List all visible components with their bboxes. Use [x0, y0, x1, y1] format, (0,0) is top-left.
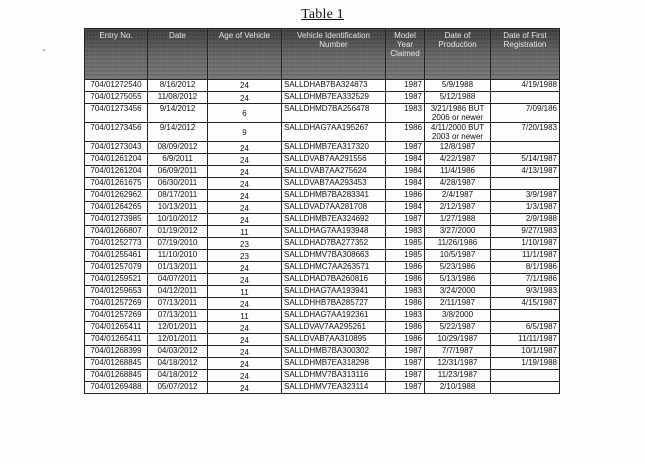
- cell-model-year: 1986: [386, 123, 425, 142]
- cell-model-year: 1987: [386, 358, 425, 370]
- cell-age: 24: [208, 166, 282, 178]
- cell-model-year: 1987: [386, 142, 425, 154]
- cell-entry-no: 704/01259521: [85, 274, 148, 286]
- cell-date: 01/19/2012: [148, 226, 208, 238]
- cell-model-year: 1984: [386, 178, 425, 190]
- cell-date-of-production: 2/11/1987: [425, 298, 491, 310]
- cell-date-first-registration: 6/5/1987: [491, 322, 560, 334]
- scan-speck: [43, 49, 45, 51]
- cell-vin: SALLDVAV7AA295261: [282, 322, 386, 334]
- cell-vin: SALLDHMB7EA332529: [282, 92, 386, 104]
- table-body: [85, 80, 560, 394]
- cell-date-first-registration: 4/13/1987: [491, 166, 560, 178]
- cell-entry-no: 704/01273456: [85, 104, 148, 123]
- cell-model-year: 1984: [386, 154, 425, 166]
- cell-date: 04/03/2012: [148, 346, 208, 358]
- cell-date-of-production: 3/8/2000: [425, 310, 491, 322]
- cell-date-first-registration: 7/1/1986: [491, 274, 560, 286]
- header-vin: Vehicle Identification Number: [282, 29, 386, 80]
- cell-date-of-production: 4/28/1987: [425, 178, 491, 190]
- cell-entry-no: 704/01257269: [85, 298, 148, 310]
- cell-age: 11: [208, 226, 282, 238]
- cell-date: 9/14/2012: [148, 123, 208, 142]
- cell-date-of-production: 10/29/1987: [425, 334, 491, 346]
- cell-age: 24: [208, 346, 282, 358]
- cell-entry-no: 704/01262962: [85, 190, 148, 202]
- cell-date-of-production: 7/7/1987: [425, 346, 491, 358]
- cell-vin: SALLDHMD7BA256478: [282, 104, 386, 123]
- table-row: [85, 322, 560, 334]
- cell-date-first-registration: [491, 92, 560, 104]
- cell-age: 24: [208, 334, 282, 346]
- table-row: [85, 166, 560, 178]
- table-row: [85, 202, 560, 214]
- cell-date-of-production: 4/11/2000 BUT 2003 or newer: [425, 123, 491, 142]
- header-age-of-vehicle: Age of Vehicle: [208, 29, 282, 80]
- cell-age: 6: [208, 104, 282, 123]
- table-row: [85, 250, 560, 262]
- table-row: [85, 214, 560, 226]
- cell-age: 9: [208, 123, 282, 142]
- header-date: Date: [148, 29, 208, 80]
- table-row: [85, 370, 560, 382]
- cell-date-of-production: 5/22/1987: [425, 322, 491, 334]
- header-date-first-registration: Date of First Registration: [491, 29, 560, 80]
- cell-entry-no: 704/01257269: [85, 310, 148, 322]
- cell-age: 24: [208, 80, 282, 92]
- cell-date-first-registration: [491, 178, 560, 190]
- table-row: [85, 104, 560, 123]
- cell-entry-no: 704/01273985: [85, 214, 148, 226]
- cell-model-year: 1986: [386, 298, 425, 310]
- cell-date-first-registration: 3/9/1987: [491, 190, 560, 202]
- cell-vin: SALLDHMV7EA323114: [282, 382, 386, 394]
- cell-vin: SALLDHMC7AA263571: [282, 262, 386, 274]
- cell-date-of-production: 2/10/1988: [425, 382, 491, 394]
- cell-date-of-production: 12/31/1987: [425, 358, 491, 370]
- cell-entry-no: 704/01266807: [85, 226, 148, 238]
- cell-date-first-registration: 11/11/1987: [491, 334, 560, 346]
- cell-age: 24: [208, 178, 282, 190]
- cell-vin: SALLDHAG7AA193941: [282, 286, 386, 298]
- cell-date-first-registration: 7/09/186: [491, 104, 560, 123]
- cell-date-first-registration: 1/19/1988: [491, 358, 560, 370]
- cell-vin: SALLDHMB7BA300302: [282, 346, 386, 358]
- cell-vin: SALLDHMB7EA317320: [282, 142, 386, 154]
- cell-date-of-production: 5/9/1988: [425, 80, 491, 92]
- cell-date-of-production: 11/4/1986: [425, 166, 491, 178]
- cell-date-of-production: 5/23/1986: [425, 262, 491, 274]
- cell-age: 23: [208, 238, 282, 250]
- cell-entry-no: 704/01273043: [85, 142, 148, 154]
- cell-vin: SALLDHAG7AA195267: [282, 123, 386, 142]
- cell-age: 24: [208, 142, 282, 154]
- cell-entry-no: 704/01269488: [85, 382, 148, 394]
- cell-date: 04/07/2011: [148, 274, 208, 286]
- cell-model-year: 1984: [386, 202, 425, 214]
- cell-date: 9/14/2012: [148, 104, 208, 123]
- cell-model-year: 1987: [386, 80, 425, 92]
- cell-entry-no: 704/01273456: [85, 123, 148, 142]
- cell-model-year: 1986: [386, 262, 425, 274]
- cell-entry-no: 704/01268399: [85, 346, 148, 358]
- cell-date: 08/17/2011: [148, 190, 208, 202]
- cell-date-first-registration: 1/10/1987: [491, 238, 560, 250]
- cell-model-year: 1986: [386, 190, 425, 202]
- cell-date-first-registration: 9/3/1983: [491, 286, 560, 298]
- cell-date-of-production: 10/5/1987: [425, 250, 491, 262]
- cell-entry-no: 704/01272540: [85, 80, 148, 92]
- cell-date-first-registration: 5/14/1987: [491, 154, 560, 166]
- cell-model-year: 1987: [386, 92, 425, 104]
- table-row: [85, 178, 560, 190]
- cell-model-year: 1986: [386, 322, 425, 334]
- cell-vin: SALLDHMB7EA324692: [282, 214, 386, 226]
- header-model-year: Model Year Claimed: [386, 29, 425, 80]
- table-row: [85, 334, 560, 346]
- cell-date-first-registration: 4/15/1987: [491, 298, 560, 310]
- cell-model-year: 1985: [386, 250, 425, 262]
- cell-model-year: 1984: [386, 166, 425, 178]
- cell-date: 04/12/2011: [148, 286, 208, 298]
- cell-date: 12/01/2011: [148, 334, 208, 346]
- table-row: [85, 298, 560, 310]
- cell-vin: SALLDVAB7AA310895: [282, 334, 386, 346]
- cell-date: 08/09/2012: [148, 142, 208, 154]
- cell-age: 24: [208, 358, 282, 370]
- cell-date: 06/09/2011: [148, 166, 208, 178]
- cell-entry-no: 704/01261204: [85, 166, 148, 178]
- cell-date: 04/18/2012: [148, 370, 208, 382]
- cell-age: 24: [208, 298, 282, 310]
- table-row: [85, 286, 560, 298]
- cell-vin: SALLDVAD7AA281708: [282, 202, 386, 214]
- cell-date-of-production: 12/8/1987: [425, 142, 491, 154]
- cell-date: 10/10/2012: [148, 214, 208, 226]
- cell-vin: SALLDHHB7BA285727: [282, 298, 386, 310]
- cell-date-first-registration: 8/1/1986: [491, 262, 560, 274]
- cell-date-of-production: 4/22/1987: [425, 154, 491, 166]
- cell-model-year: 1983: [386, 310, 425, 322]
- table-row: [85, 154, 560, 166]
- cell-date-of-production: 1/27/1988: [425, 214, 491, 226]
- cell-age: 24: [208, 154, 282, 166]
- cell-age: 24: [208, 322, 282, 334]
- cell-date-of-production: 3/21/1986 BUT 2006 or newer: [425, 104, 491, 123]
- cell-vin: SALLDHAD7BA277352: [282, 238, 386, 250]
- cell-date: 07/13/2011: [148, 310, 208, 322]
- cell-date-of-production: 2/12/1987: [425, 202, 491, 214]
- cell-model-year: 1987: [386, 214, 425, 226]
- data-table: [84, 28, 560, 394]
- cell-entry-no: 704/01261675: [85, 178, 148, 190]
- cell-age: 24: [208, 92, 282, 104]
- cell-model-year: 1987: [386, 382, 425, 394]
- cell-vin: SALLDHMV7BA308663: [282, 250, 386, 262]
- cell-date-first-registration: 7/20/1983: [491, 123, 560, 142]
- table-row: [85, 274, 560, 286]
- table-row: [85, 190, 560, 202]
- cell-date: 07/13/2011: [148, 298, 208, 310]
- cell-model-year: 1987: [386, 346, 425, 358]
- cell-date: 6/9/2011: [148, 154, 208, 166]
- cell-vin: SALLDHMV7BA313116: [282, 370, 386, 382]
- cell-date: 10/13/2011: [148, 202, 208, 214]
- cell-date: 06/30/2011: [148, 178, 208, 190]
- table-row: [85, 346, 560, 358]
- cell-date: 01/13/2011: [148, 262, 208, 274]
- cell-age: 24: [208, 382, 282, 394]
- cell-entry-no: 704/01265411: [85, 322, 148, 334]
- cell-date-first-registration: 9/27/1983: [491, 226, 560, 238]
- cell-model-year: 1985: [386, 238, 425, 250]
- cell-entry-no: 704/01268845: [85, 370, 148, 382]
- cell-date-of-production: 11/23/1987: [425, 370, 491, 382]
- cell-entry-no: 704/01255461: [85, 250, 148, 262]
- table-title: Table 1: [301, 7, 344, 22]
- cell-entry-no: 704/01259653: [85, 286, 148, 298]
- cell-age: 24: [208, 370, 282, 382]
- cell-entry-no: 704/01257079: [85, 262, 148, 274]
- cell-vin: SALLDHAG7AA192361: [282, 310, 386, 322]
- table-row: [85, 80, 560, 92]
- cell-vin: SALLDHMB7EA318298: [282, 358, 386, 370]
- cell-age: 11: [208, 286, 282, 298]
- cell-date-first-registration: 10/1/1987: [491, 346, 560, 358]
- cell-date-first-registration: [491, 142, 560, 154]
- cell-model-year: 1987: [386, 370, 425, 382]
- cell-date: 07/19/2010: [148, 238, 208, 250]
- table-row: [85, 142, 560, 154]
- cell-date-of-production: 5/13/1986: [425, 274, 491, 286]
- cell-date-of-production: 3/24/2000: [425, 286, 491, 298]
- cell-age: 11: [208, 310, 282, 322]
- cell-date-first-registration: 1/3/1987: [491, 202, 560, 214]
- header-entry-no: Entry No.: [85, 29, 148, 80]
- table-row: [85, 262, 560, 274]
- cell-date-of-production: 2/4/1987: [425, 190, 491, 202]
- cell-date: 8/16/2012: [148, 80, 208, 92]
- table-row: [85, 310, 560, 322]
- cell-date-first-registration: [491, 382, 560, 394]
- cell-vin: SALLDHAD7BA260816: [282, 274, 386, 286]
- table-row: [85, 226, 560, 238]
- cell-model-year: 1983: [386, 286, 425, 298]
- cell-entry-no: 704/01265411: [85, 334, 148, 346]
- cell-model-year: 1983: [386, 104, 425, 123]
- cell-date: 05/07/2012: [148, 382, 208, 394]
- cell-date-first-registration: 11/1/1987: [491, 250, 560, 262]
- table-row: [85, 238, 560, 250]
- cell-date-first-registration: [491, 370, 560, 382]
- cell-model-year: 1983: [386, 226, 425, 238]
- cell-age: 23: [208, 250, 282, 262]
- cell-vin: SALLDVAB7AA275624: [282, 166, 386, 178]
- cell-vin: SALLDVAB7AA293453: [282, 178, 386, 190]
- table-row: [85, 123, 560, 142]
- table-row: [85, 358, 560, 370]
- cell-entry-no: 704/01275055: [85, 92, 148, 104]
- cell-vin: SALLDHAG7AA193948: [282, 226, 386, 238]
- cell-entry-no: 704/01264265: [85, 202, 148, 214]
- cell-age: 24: [208, 202, 282, 214]
- header-row: [85, 29, 560, 80]
- cell-model-year: 1986: [386, 334, 425, 346]
- cell-vin: SALLDHAB7BA324873: [282, 80, 386, 92]
- cell-date: 04/18/2012: [148, 358, 208, 370]
- cell-model-year: 1986: [386, 274, 425, 286]
- cell-date-first-registration: [491, 310, 560, 322]
- cell-date: 11/10/2010: [148, 250, 208, 262]
- cell-entry-no: 704/01252773: [85, 238, 148, 250]
- cell-age: 24: [208, 274, 282, 286]
- cell-age: 24: [208, 190, 282, 202]
- cell-vin: SALLDVAB7AA291556: [282, 154, 386, 166]
- cell-age: 24: [208, 262, 282, 274]
- header-date-of-production: Date of Production: [425, 29, 491, 80]
- cell-vin: SALLDHMB7BA283341: [282, 190, 386, 202]
- cell-date-of-production: 5/12/1988: [425, 92, 491, 104]
- table-row: [85, 92, 560, 104]
- table-row: [85, 382, 560, 394]
- cell-age: 24: [208, 214, 282, 226]
- cell-date-first-registration: 2/9/1988: [491, 214, 560, 226]
- cell-entry-no: 704/01261204: [85, 154, 148, 166]
- cell-date: 11/08/2012: [148, 92, 208, 104]
- cell-entry-no: 704/01268845: [85, 358, 148, 370]
- cell-date-first-registration: 4/19/1988: [491, 80, 560, 92]
- cell-date: 12/01/2011: [148, 322, 208, 334]
- cell-date-of-production: 3/27/2000: [425, 226, 491, 238]
- cell-date-of-production: 11/26/1986: [425, 238, 491, 250]
